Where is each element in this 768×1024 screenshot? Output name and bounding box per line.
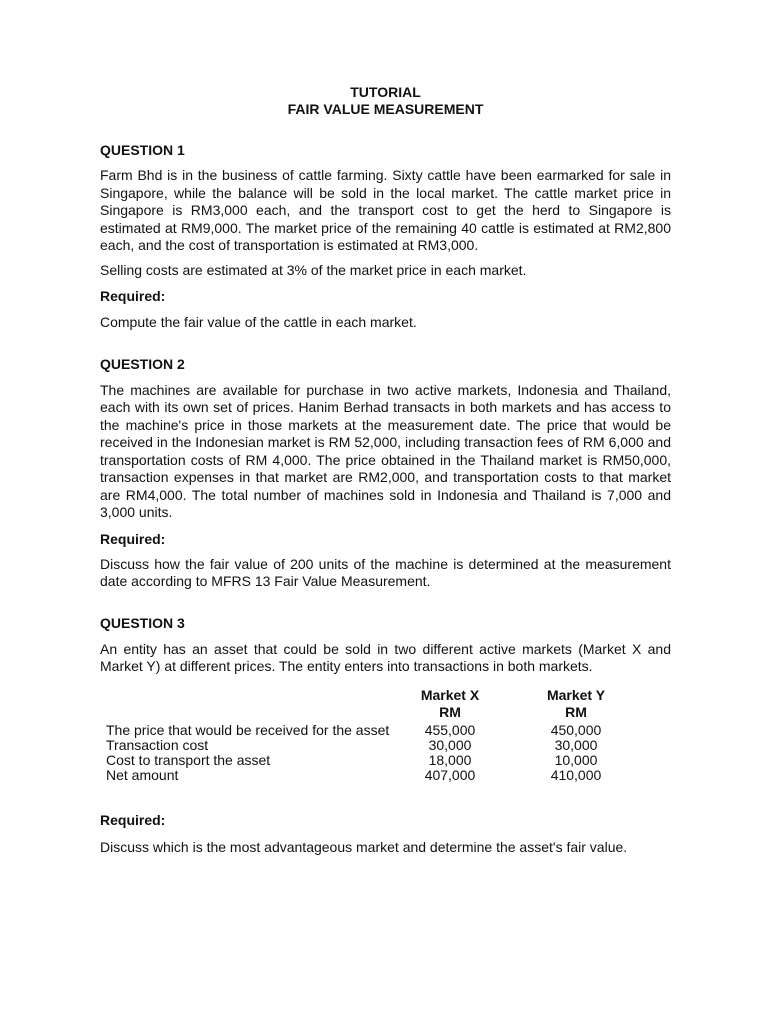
market-y-header — [521, 687, 631, 721]
market-x-unit: RM — [439, 703, 461, 720]
market-y-value: 10,000 — [554, 751, 598, 768]
market-x-value: 18,000 — [428, 751, 472, 768]
question-2-required-text: Discuss how the fair value of 200 units of the machine is determined at the measurement date according to MFRS 13 Fair Value Measurement. — [100, 555, 671, 589]
question-2-section — [100, 356, 671, 591]
row-label: Cost to transport the asset — [106, 751, 271, 768]
market-y-value: 30,000 — [554, 736, 598, 753]
question-2-paragraph-1: The machines are available for purchase in two active markets, Indonesia and Thailand, each with its own set of prices. Hanim Berhad transacts in both markets and has access to the machine's price in those markets at the measurement date. The price that would be received in the Indonesian market is RM 52,000, including transaction fees of RM 6,000 and transportation costs of RM 4,000. The price obtained in the Thailand market is RM50,000, transaction expenses in that market are RM2,000, and transportation costs to that market are RM4,000. The total number of machines sold in Indonesia and Thailand is 7,000 and 3,000 units. — [100, 381, 671, 520]
title-line-2: FAIR VALUE MEASUREMENT — [287, 101, 484, 117]
question-1-required-label: Required: — [100, 288, 166, 304]
market-x-title: Market X — [420, 686, 480, 703]
table-row — [106, 768, 666, 783]
question-1-heading: QUESTION 1 — [100, 142, 185, 158]
document-title — [100, 84, 671, 118]
document-page — [100, 84, 671, 856]
table-row — [106, 753, 666, 768]
market-x-value: 407,000 — [424, 766, 476, 783]
row-label: Transaction cost — [106, 736, 209, 753]
question-2-required-label: Required: — [100, 530, 166, 547]
market-y-title: Market Y — [546, 686, 606, 703]
question-1-paragraph-1: Farm Bhd is in the business of cattle farming. Sixty cattle have been earmarked for sale in Singapore, while the balance will be sold in the local market. The cattle market price in Singapore is RM3,000 each, and the transport cost to get the herd to Singapore is estimated at RM9,000. The market price of the remaining 40 cattle is estimated at RM2,800 each, and the cost of transportation is estimated at RM3,000. — [100, 167, 671, 253]
table-row — [106, 723, 666, 738]
question-1-paragraph-2: Selling costs are estimated at 3% of the market price in each market. — [100, 261, 527, 278]
question-3-required-label: Required: — [100, 811, 166, 828]
row-label: Net amount — [106, 766, 179, 783]
question-3-section — [100, 615, 671, 857]
question-3-paragraph-1: An entity has an asset that could be sold in two different active markets (Market X and Market Y) at different prices. The entity enters into transactions in both markets. — [100, 640, 671, 674]
market-y-unit: RM — [565, 703, 587, 720]
title-line-1: TUTORIAL — [350, 84, 421, 100]
question-2-heading: QUESTION 2 — [100, 355, 185, 372]
question-3-heading: QUESTION 3 — [100, 614, 185, 631]
question-3-required-text: Discuss which is the most advantageous market and determine the asset's fair value. — [100, 838, 628, 855]
market-x-value: 455,000 — [424, 721, 476, 738]
market-x-value: 30,000 — [428, 736, 472, 753]
question-1-section — [100, 142, 671, 332]
market-y-value: 410,000 — [550, 766, 602, 783]
market-y-value: 450,000 — [550, 721, 602, 738]
market-comparison-table — [100, 687, 671, 787]
row-label: The price that would be received for the asset — [106, 721, 390, 738]
question-1-required-text: Compute the fair value of the cattle in each market. — [100, 314, 417, 330]
market-x-header — [395, 687, 505, 721]
table-row — [106, 738, 666, 753]
